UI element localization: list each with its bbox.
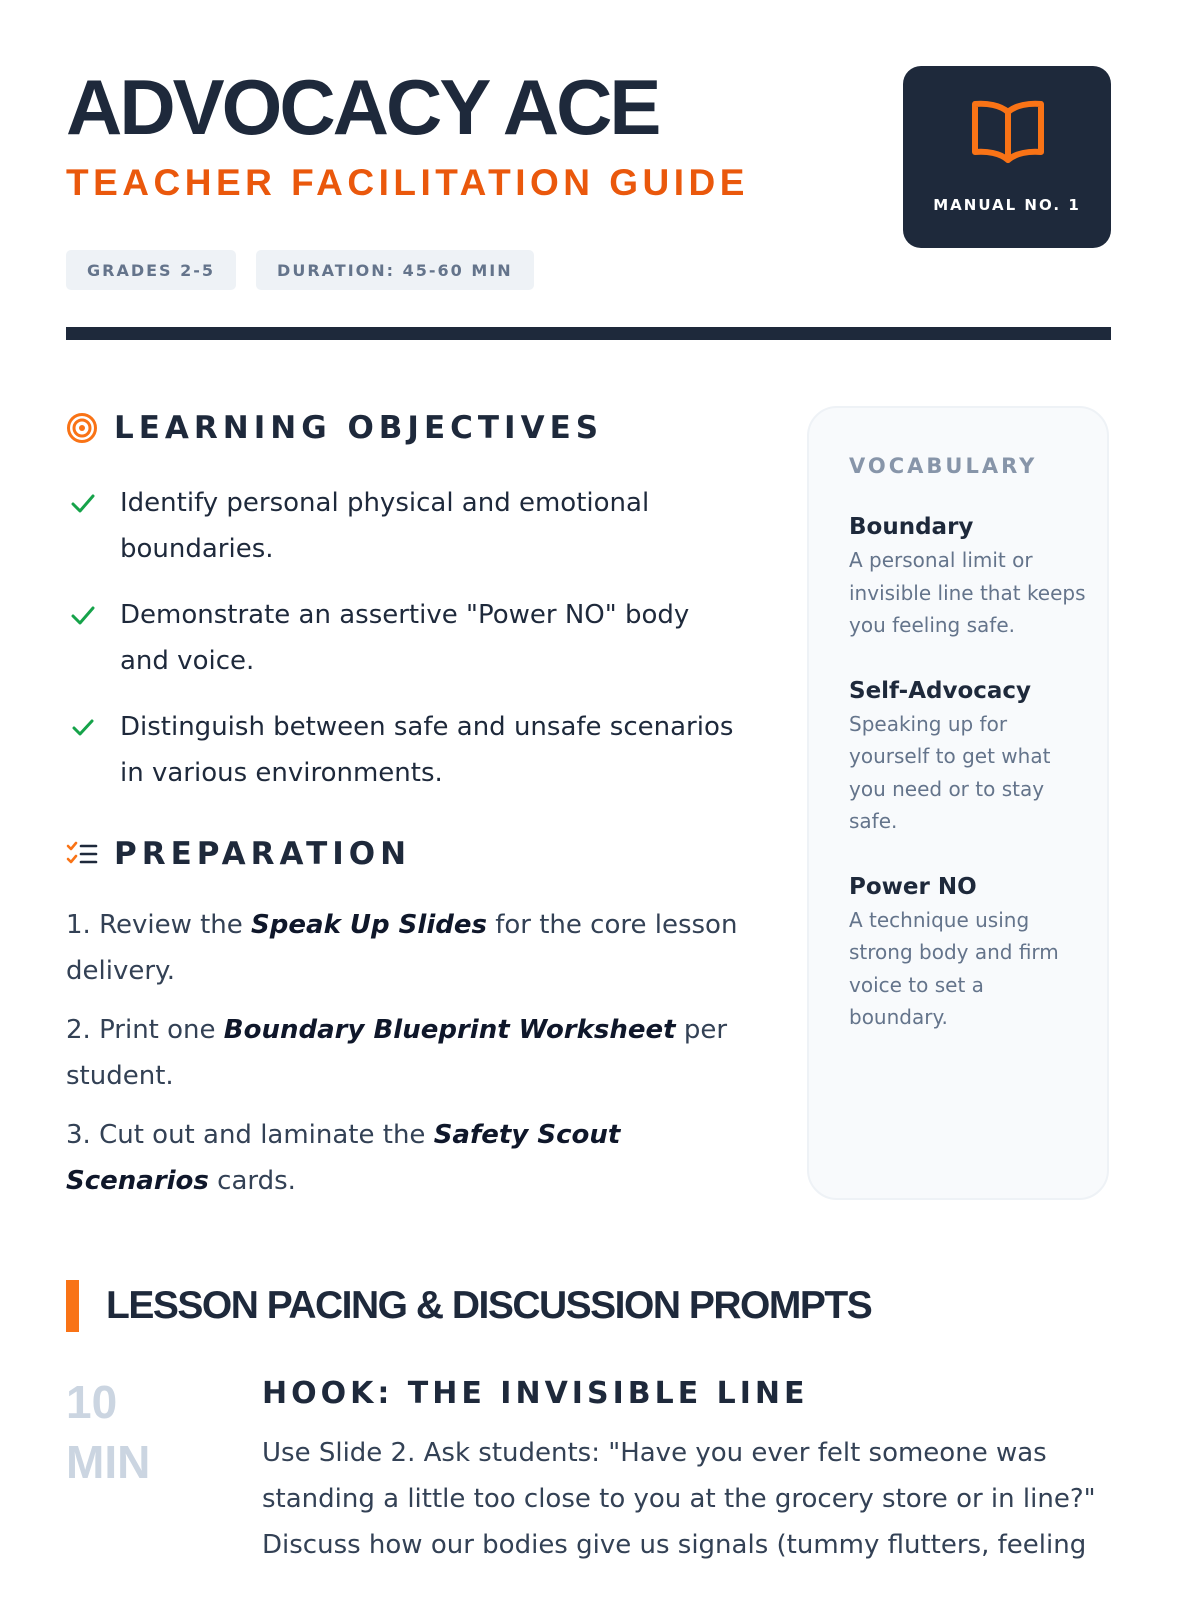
tag-row <box>66 250 534 290</box>
objectives-heading <box>66 410 603 446</box>
term-definition: Speaking up for yourself to get what you need or to stay safe. <box>849 711 1051 833</box>
objective-text: Identify personal physical and emotional boundaries. <box>120 488 650 564</box>
duration-tag: DURATION: 45-60 MIN <box>256 250 534 290</box>
vocabulary-list <box>849 510 1089 1066</box>
duration-value: 10 <box>66 1376 118 1428</box>
header-divider <box>66 327 1111 340</box>
preparation-list <box>66 902 746 1217</box>
open-book-icon <box>969 98 1047 166</box>
vocabulary-title: VOCABULARY <box>849 454 1038 478</box>
step-duration <box>66 1372 236 1492</box>
manual-badge <box>903 66 1111 248</box>
material-name: Boundary Blueprint Worksheet <box>223 1015 676 1045</box>
term-name: Power NO <box>849 873 977 900</box>
vocabulary-card <box>807 406 1109 1200</box>
pacing-title: LESSON PACING & DISCUSSION PROMPTS <box>106 1284 872 1327</box>
preparation-heading <box>66 836 411 872</box>
vocabulary-term <box>849 510 1089 642</box>
preparation-step: 2. Print one Boundary Blueprint Worksheet per student. <box>66 1015 728 1091</box>
check-icon <box>66 480 100 526</box>
preparation-step: 3. Cut out and laminate the Safety Scout Scenarios cards. <box>66 1120 621 1196</box>
objective-item <box>66 480 746 572</box>
duration-unit: MIN <box>66 1436 151 1488</box>
objectives-title: LEARNING OBJECTIVES <box>114 410 604 446</box>
checklist-icon <box>66 838 98 870</box>
objective-text: Demonstrate an assertive "Power NO" body and voice. <box>120 600 690 676</box>
term-definition: A technique using strong body and firm voice to set a boundary. <box>849 907 1059 1029</box>
vocabulary-term <box>849 674 1089 838</box>
pacing-heading <box>66 1280 871 1332</box>
objectives-list <box>66 480 746 816</box>
vocabulary-term <box>849 870 1089 1034</box>
objective-text: Distinguish between safe and unsafe scenarios in various environments. <box>120 712 734 788</box>
material-name: Speak Up Slides <box>251 910 487 940</box>
objective-item <box>66 592 746 684</box>
grades-tag: GRADES 2-5 <box>66 250 236 290</box>
pacing-accent-bar <box>66 1280 79 1332</box>
manual-number-label: MANUAL NO. 1 <box>933 196 1081 214</box>
page-title: ADVOCACY ACE <box>66 63 659 151</box>
term-definition: A personal limit or invisible line that keeps you feeling safe. <box>849 548 1086 637</box>
step-body: Use Slide 2. Ask students: "Have you ever felt someone was standing a little too close to you at the grocery store or in line?" Discuss how our bodies give us signals (tummy flutters, feeling <box>262 1438 1096 1560</box>
step-title: HOOK: THE INVISIBLE LINE <box>262 1376 809 1411</box>
material-name: Safety Scout Scenarios <box>66 1120 621 1196</box>
objective-item <box>66 704 746 796</box>
target-icon <box>66 412 98 444</box>
preparation-step: 1. Review the Speak Up Slides for the core lesson delivery. <box>66 910 738 986</box>
check-icon <box>66 592 100 638</box>
check-icon <box>66 704 100 750</box>
preparation-title: PREPARATION <box>114 836 412 872</box>
page-subtitle: TEACHER FACILITATION GUIDE <box>66 162 749 203</box>
term-name: Self-Advocacy <box>849 677 1032 704</box>
term-name: Boundary <box>849 514 974 540</box>
